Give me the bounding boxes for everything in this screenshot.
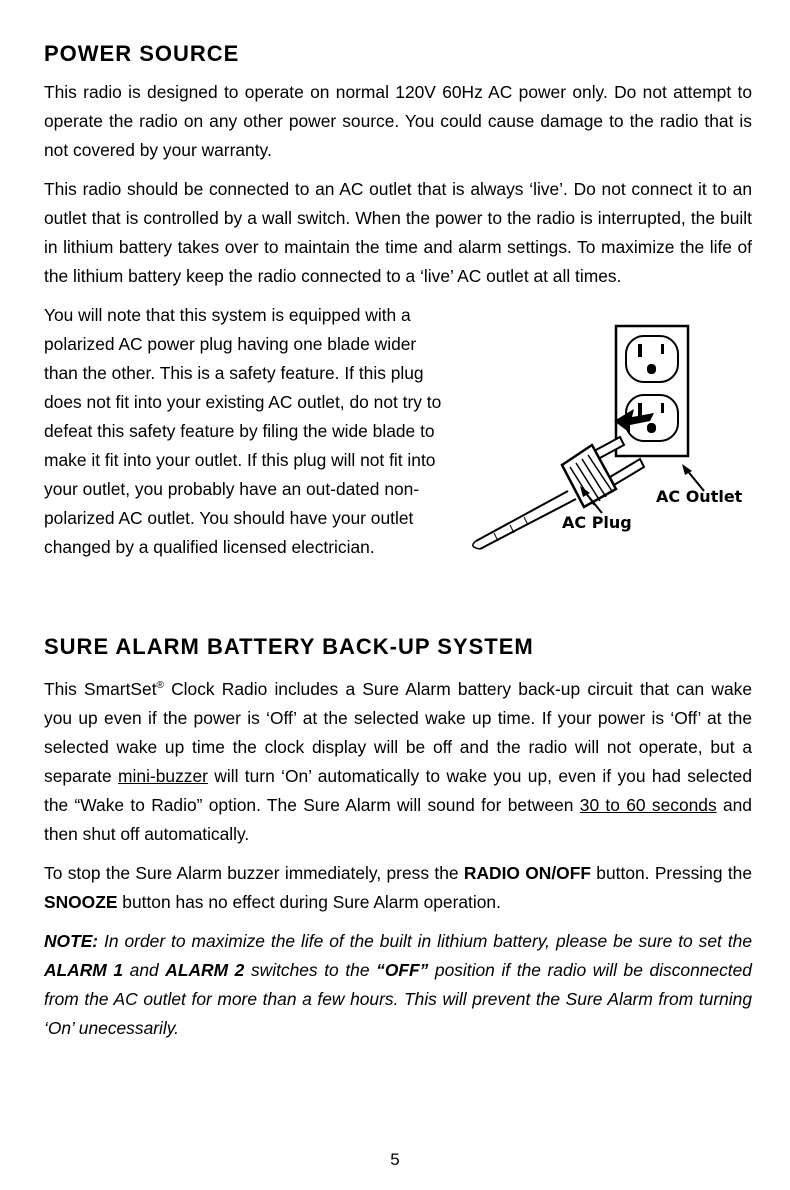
power-paragraph-1: This radio is designed to operate on normal 120V 60Hz AC power only. Do not attempt to operate the radio on any other power source. You could cause damage to the radio that is not covered by your warranty. bbox=[44, 82, 752, 160]
page-number: 5 bbox=[390, 1150, 400, 1169]
polarized-plug-text-column bbox=[44, 301, 446, 562]
ac-outlet-label: AC Outlet bbox=[656, 487, 743, 506]
note-label: NOTE: bbox=[44, 930, 99, 951]
outlet-ground-upper bbox=[647, 364, 656, 374]
note-text-c: switches to the bbox=[244, 959, 377, 980]
alarm-p1-text-d: and then shut off automatically. bbox=[44, 794, 752, 844]
alarm-p1-text-c: will turn ‘On’ automatically to wake you up, even if you had selected the “Wake to Radio” option. The Sure Alarm will sound for between bbox=[44, 765, 753, 815]
mini-buzzer-term: mini-buzzer bbox=[118, 765, 208, 786]
outlet-receptacle-upper bbox=[626, 336, 678, 382]
note-text-d: position if the radio will be disconnected from the AC outlet for more than a few hours. This will prevent the Sure Alarm from turning ‘On’ unecessarily. bbox=[44, 959, 752, 1038]
note-text-a: In order to maximize the life of the built in lithium battery, please be sure to set the bbox=[98, 930, 752, 951]
power-source-heading: POWER SOURCE bbox=[44, 41, 240, 66]
manual-page bbox=[44, 40, 752, 1053]
alarm-1-term: ALARM 1 bbox=[44, 959, 124, 980]
outlet-slot-upper-right bbox=[661, 344, 664, 354]
registered-mark: ® bbox=[156, 680, 164, 691]
outlet-slot-upper-left bbox=[638, 344, 642, 357]
note-text-b: and bbox=[123, 959, 166, 980]
alarm-paragraph-2 bbox=[44, 859, 752, 917]
alarm-p1-text-b: Clock Radio includes a Sure Alarm battery back-up circuit that can wake you up even if the power is ‘Off’ at the selected wake up time. If your power is ‘Off’ at the selected wake up time the clock display will be off and the radio will not operate, but a separate bbox=[44, 678, 752, 786]
plug-outlet-illustration bbox=[464, 321, 764, 571]
note-paragraph bbox=[44, 927, 752, 1043]
alarm-p2-text-a: To stop the Sure Alarm buzzer immediately, press the bbox=[44, 862, 464, 883]
alarm-paragraph-1 bbox=[44, 671, 752, 849]
outlet-slot-lower-left bbox=[638, 403, 642, 416]
outlet-ground-lower bbox=[647, 423, 656, 433]
sure-alarm-heading: SURE ALARM BATTERY BACK-UP SYSTEM bbox=[44, 634, 534, 659]
alarm-p2-text-b: button. Pressing the bbox=[590, 862, 753, 883]
alarm-p2-text-c: button has no effect during Sure Alarm operation. bbox=[117, 891, 501, 912]
power-paragraph-3: You will note that this system is equipped with a polarized AC power plug having one blade wider than the other. This is a safety feature. If this plug does not fit into your existing AC outlet, do not try to defeat this safety feature by filing the wide blade to make it fit into your outlet. If this plug will not fit into your outlet, you probably have an out-dated non-polarized AC outlet. You should have your outlet changed by a qualified licensed electrician. bbox=[44, 305, 442, 557]
duration-term: 30 to 60 seconds bbox=[579, 794, 717, 815]
alarm-p1-text-a: This SmartSet bbox=[44, 678, 157, 699]
snooze-term: SNOOZE bbox=[44, 891, 118, 912]
plug-outlet-drawing bbox=[464, 321, 764, 571]
alarm-2-term: ALARM 2 bbox=[165, 959, 245, 980]
power-paragraph-2: This radio should be connected to an AC outlet that is always ‘live’. Do not connect it to an outlet that is controlled by a wall switch. When the power to the radio is interrupted, the built in lithium battery takes over to maintain the time and alarm settings. To maximize the life of the lithium battery keep the radio connected to a ‘live’ AC outlet at all times. bbox=[44, 179, 752, 286]
off-term: “OFF” bbox=[376, 959, 429, 980]
polarized-plug-section bbox=[44, 301, 752, 597]
plug-cord bbox=[473, 491, 576, 549]
ac-plug-label: AC Plug bbox=[562, 513, 632, 532]
radio-on-off-term: RADIO ON/OFF bbox=[463, 862, 591, 883]
outlet-slot-lower-right bbox=[661, 403, 664, 413]
